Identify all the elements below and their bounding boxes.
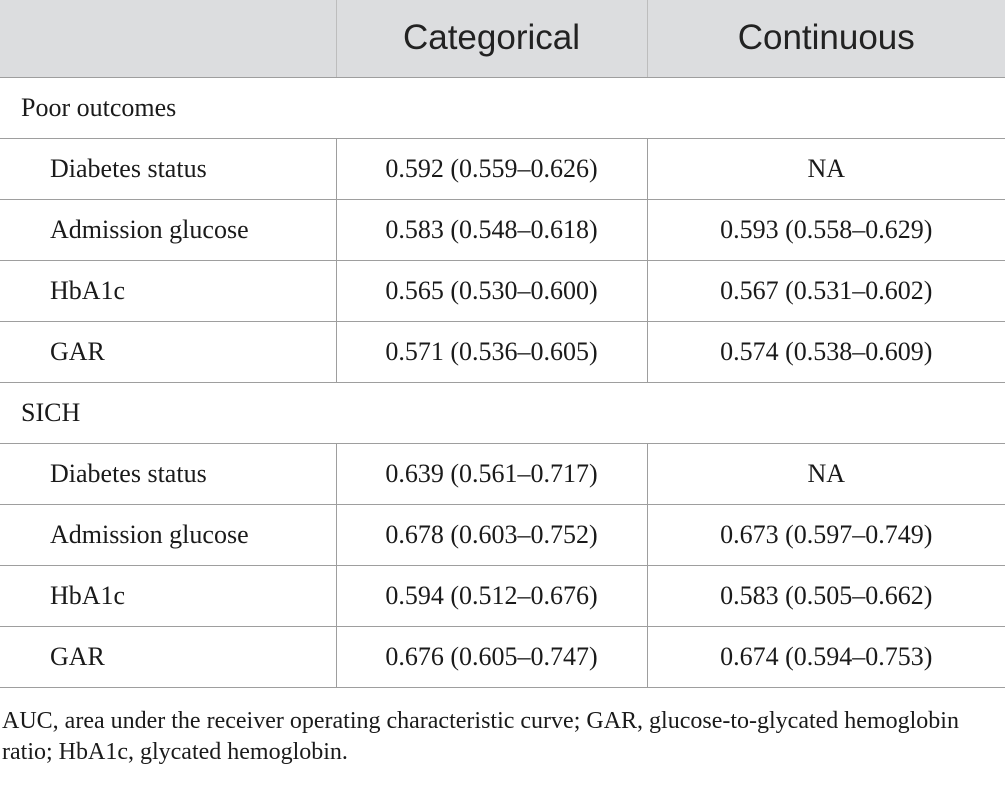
categorical-value: 0.571 (0.536–0.605) (336, 321, 647, 382)
categorical-value: 0.676 (0.605–0.747) (336, 626, 647, 687)
section-row-poor-outcomes (0, 77, 1005, 138)
table-row (0, 321, 1005, 382)
table-row (0, 138, 1005, 199)
categorical-value: 0.583 (0.548–0.618) (336, 199, 647, 260)
table-header (0, 0, 1005, 77)
continuous-value: 0.674 (0.594–0.753) (647, 626, 1005, 687)
table-row (0, 260, 1005, 321)
categorical-value: 0.639 (0.561–0.717) (336, 443, 647, 504)
continuous-value: 0.673 (0.597–0.749) (647, 504, 1005, 565)
row-label: GAR (0, 626, 336, 687)
header-categorical: Categorical (336, 0, 647, 77)
table-body (0, 77, 1005, 687)
header-continuous: Continuous (647, 0, 1005, 77)
table-row (0, 443, 1005, 504)
row-label: Diabetes status (0, 138, 336, 199)
row-label: HbA1c (0, 260, 336, 321)
section-row-sich (0, 382, 1005, 443)
row-label: HbA1c (0, 565, 336, 626)
row-label: Admission glucose (0, 504, 336, 565)
categorical-value: 0.592 (0.559–0.626) (336, 138, 647, 199)
section-title: Poor outcomes (0, 77, 1005, 138)
continuous-value: 0.574 (0.538–0.609) (647, 321, 1005, 382)
table-row (0, 626, 1005, 687)
continuous-value: NA (647, 138, 1005, 199)
table-row (0, 504, 1005, 565)
row-label: Diabetes status (0, 443, 336, 504)
categorical-value: 0.594 (0.512–0.676) (336, 565, 647, 626)
section-title: SICH (0, 382, 1005, 443)
row-label: GAR (0, 321, 336, 382)
continuous-value: 0.593 (0.558–0.629) (647, 199, 1005, 260)
header-blank-cell (0, 0, 336, 77)
table-footnote: AUC, area under the receiver operating characteristic curve; GAR, glucose-to-glycated hemoglobin ratio; HbA1c, glycated hemoglobin. (2, 708, 959, 765)
continuous-value: 0.567 (0.531–0.602) (647, 260, 1005, 321)
categorical-value: 0.678 (0.603–0.752) (336, 504, 647, 565)
row-label: Admission glucose (0, 199, 336, 260)
categorical-value: 0.565 (0.530–0.600) (336, 260, 647, 321)
header-row (0, 0, 1005, 77)
continuous-value: 0.583 (0.505–0.662) (647, 565, 1005, 626)
table-row (0, 199, 1005, 260)
table-row (0, 565, 1005, 626)
continuous-value: NA (647, 443, 1005, 504)
